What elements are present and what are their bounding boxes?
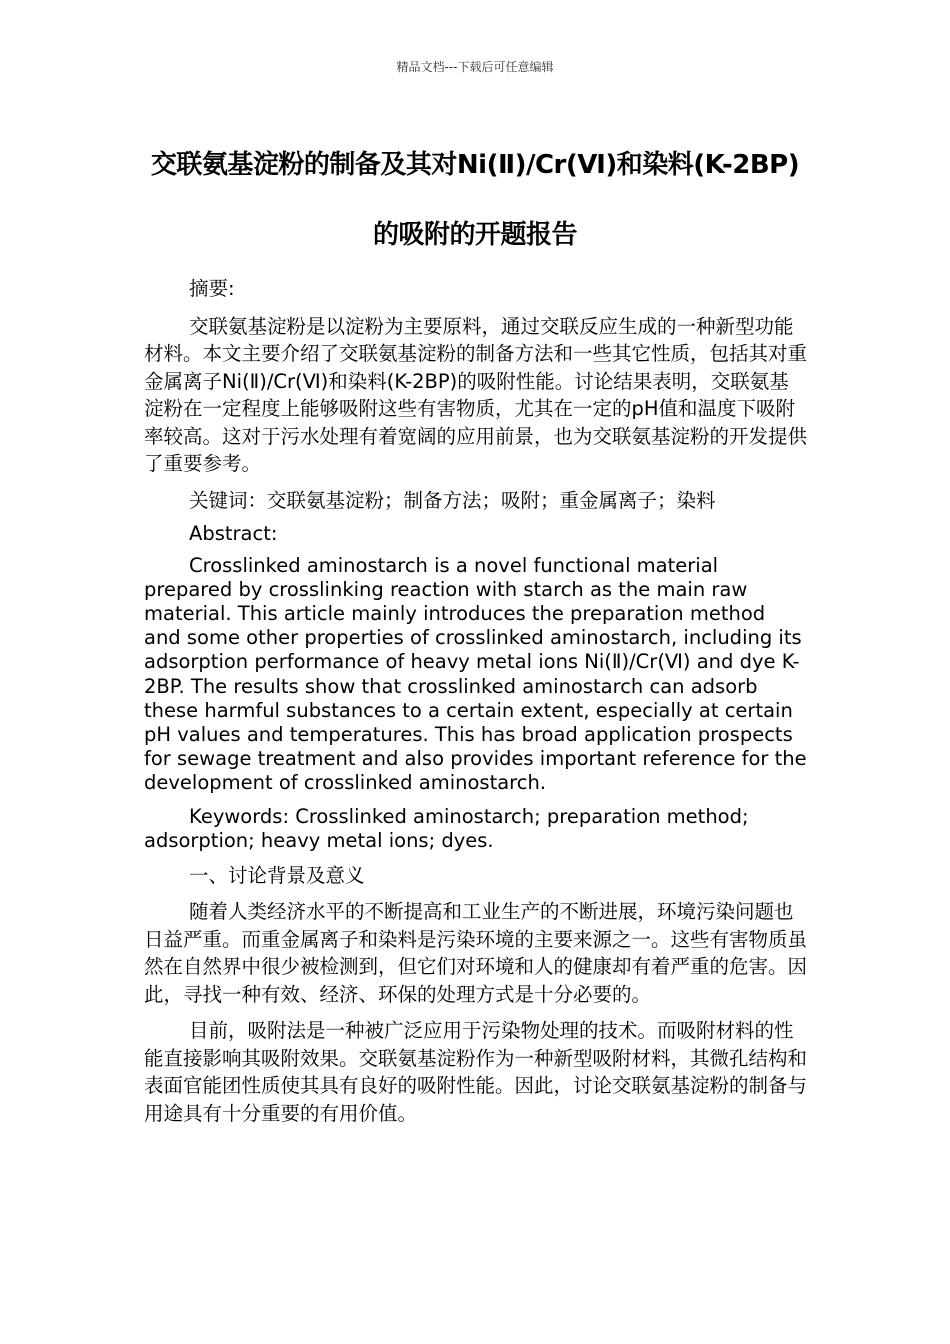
- section-1-paragraph: 随着人类经济水平的不断提高和工业生产的不断进展，环境污染问题也日益严重。而重金属离子和染料是污染环境的主要来源之一。这些有害物质虽然在自然界中很少被检测到，但它们对环境和人的健康却有着严重的危害。因此，寻找一种有效、经济、环保的处理方式是十分必要的。: [144, 900, 808, 1006]
- abstract-cn-text: 交联氨基淀粉是以淀粉为主要原料，通过交联反应生成的一种新型功能材料。本文主要介绍了交联氨基淀粉的制备方法和一些其它性质，包括其对重金属离子Ni(Ⅱ)/Cr(Ⅵ)和染料(K-2BP)的吸附性能。讨论结果表明，交联氨基淀粉在一定程度上能够吸附这些有害物质，尤其在一定的pH值和温度下吸附率较高。这对于污水处理有着宽阔的应用前景，也为交联氨基淀粉的开发提供了重要参考。: [144, 314, 808, 475]
- page-header-note: 精品文档---下载后可任意编辑: [396, 60, 554, 74]
- abstract-en-label: Abstract:: [189, 522, 278, 545]
- document-title: 交联氨基淀粉的制备及其对Ni(Ⅱ)/Cr(Ⅵ)和染料(K-2BP)的吸附的开题报告: [150, 150, 800, 250]
- keywords-en: Keywords: Crosslinked aminostarch; preparation method; adsorption; heavy metal ions; dyes.: [144, 804, 749, 852]
- section-1-heading: 一、讨论背景及意义: [189, 863, 365, 887]
- abstract-cn-label: 摘要:: [189, 277, 235, 300]
- abstract-en-text: Crosslinked aminostarch is a novel functional material prepared by crosslinking reaction with starch as the main raw material. This article mainly introduces the preparation method and some other properties of crosslinked aminostarch, including its adsorption performance of heavy metal ions Ni(Ⅱ)/Cr(Ⅵ) and dye K-2BP. The results show that crosslinked aminostarch can adsorb these harmful substances to a certain extent, especially at certain pH values and temperatures. This has broad application prospects for sewage treatment and also provides important reference for the development of crosslinked aminostarch.: [144, 553, 807, 795]
- keywords-cn: 关键词：交联氨基淀粉；制备方法；吸附；重金属离子；染料: [189, 488, 716, 512]
- document-body: [144, 275, 808, 1136]
- section-1-paragraph: 目前，吸附法是一种被广泛应用于污染物处理的技术。而吸附材料的性能直接影响其吸附效果。交联氨基淀粉作为一种新型吸附材料，其微孔结构和表面官能团性质使其具有良好的吸附性能。因此，讨论交联氨基淀粉的制备与用途具有十分重要的有用价值。: [144, 1019, 808, 1125]
